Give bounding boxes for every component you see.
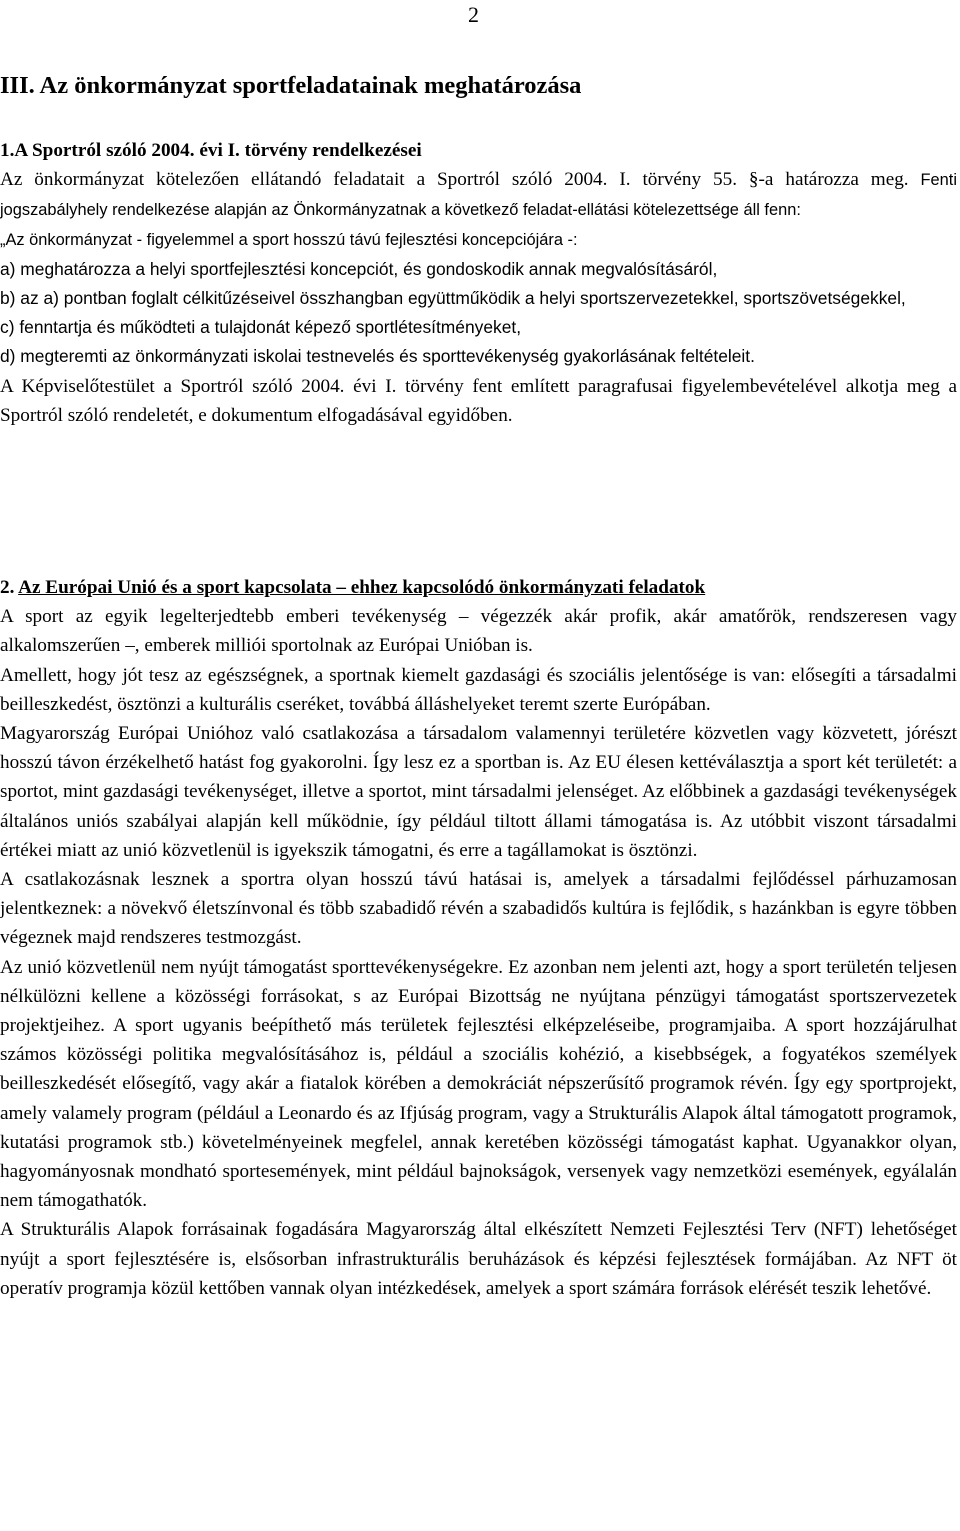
section-1	[0, 136, 957, 430]
page-number: 2	[468, 2, 479, 27]
section-2-title: Az Európai Unió és a sport kapcsolata – ehhez kapcsolódó önkormányzati feladatok	[18, 577, 706, 598]
section-2	[0, 573, 957, 1303]
chapter-title: III. Az önkormányzat sportfeladatainak meghatározása	[0, 72, 582, 99]
section-1-heading: 1.A Sportról szóló 2004. évi I. törvény rendelkezései	[0, 140, 422, 161]
paragraph: Az unió közvetlenül nem nyújt támogatást sporttevékenységekre. Ez azonban nem jelenti azt, hogy a sport területén teljesen nélkülözni kellene a közösségi forrásokat, s az Európai Bizottság ne nyújtana pénzügyi támogatást sportszervezetek projektjeihez. A sport ugyanis beépíthető más területek fejlesztési elképzeléseibe, programjaiba. A sport hozzájárulhat számos közösségi politika megvalósításához is, például a szociális kohézió, a kisebbségek, a fogyatékos személyek beilleszkedését elősegítő, vagy akár a fiatalok körében a demokráciát népszerűsítő programok révén. Így egy sportprojekt, amely valamely program (például a Leonardo és az Ifjúság program, vagy a Strukturális Alapok által támogatott programok, kutatási programok stb.) követelményeinek megfelel, annak keretében közösségi támogatást kaphat. Ugyanakkor olyan, hagyományosnak mondható sportesemények, mint például bajnokságok, versenyek vagy nemzetközi események, egyálalán nem támogathatók.	[0, 956, 957, 1212]
section-1-intro	[0, 165, 957, 225]
intro-text-a: Az önkormányzat kötelezően ellátandó feladatait a Sportról szóló 2004. I. törvény 55. §-a határozza meg.	[0, 169, 909, 191]
law-quote: „Az önkormányzat - figyelemmel a sport hosszú távú fejlesztési koncepciójára -:	[0, 230, 578, 249]
paragraph: A Strukturális Alapok forrásainak fogadására Magyarország által elkészített Nemzeti Fejlesztési Terv (NFT) lehetőséget nyújt a sport fejlesztésére is, elsősorban infrastrukturális beruházások és képzési fejlesztések formájában. Az NFT öt operatív programja közül kettőben vannak olyan intézkedések, amelyek a sport számára források elérését teszik lehetővé.	[0, 1219, 957, 1299]
list-item-d: d) megteremti az önkormányzati iskolai testnevelés és sporttevékenység gyakorlásának feltételeit.	[0, 346, 755, 367]
list-item-b: b) az a) pontban foglalt célkitűzéseivel összhangban együttműködik a helyi sportszervezetekkel, sportszövetségekkel,	[0, 288, 906, 309]
list-item-c: c) fenntartja és működteti a tulajdonát képező sportlétesítményeket,	[0, 317, 522, 338]
paragraph: A sport az egyik legelterjedtebb emberi tevékenység – végezzék akár profik, akár amatőrök, rendszeresen vagy alkalomszerűen –, emberek milliói sportolnak az Európai Unióban is.	[0, 606, 957, 657]
section-1-closing: A Képviselőtestület a Sportról szóló 2004. évi I. törvény fent említett paragrafusai figyelembevételével alkotja meg a Sportról szóló rendeletét, e dokumentum elfogadásával egyidőben.	[0, 375, 957, 426]
intro-text-b: Fenti jogszabályhely rendelkezése alapján az Önkormányzatnak a következő feladat-ellátási kötelezettsége áll fenn:	[0, 171, 957, 220]
paragraph: A csatlakozásnak lesznek a sportra olyan hosszú távú hatásai is, amelyek a társadalmi fejlődéssel párhuzamosan jelentkeznek: a növekvő életszínvonal és több szabadidő révén a szabadidős kultúra is fejlődik, s hazánkban is egyre többen végeznek majd rendszeres testmozgást.	[0, 869, 957, 949]
section-2-number: 2.	[0, 577, 15, 598]
section-2-heading	[0, 573, 957, 602]
paragraph: Magyarország Európai Unióhoz való csatlakozása a társadalom valamennyi területére közvetlen vagy közvetett, jórészt hosszú távon érzékelhető hatást fog gyakorolni. Így lesz ez a sportban is. Az EU élesen kettéválasztja a sport két területét: a sportot, mint gazdasági tevékenységet, illetve a sportot, mint társadalmi jelenséget. Az előbbinek a gazdasági tevékenységek általános uniós szabályai alapján kell működnie, így például tiltott állami támogatása is. Az utóbbit viszont társadalmi értékei miatt az unió közvetlenül is igyekszik támogatni, és erre a tagállamokat is ösztönzi.	[0, 723, 957, 861]
list-item-a: a) meghatározza a helyi sportfejlesztési koncepciót, és gondoskodik annak megvalósításáról,	[0, 258, 718, 279]
paragraph: Amellett, hogy jót tesz az egészségnek, a sportnak kiemelt gazdasági és szociális jelentősége is van: elősegíti a társadalmi beilleszkedést, ösztönzi a kulturális cseréket, továbbá álláshelyeket teremt szerte Európában.	[0, 664, 957, 715]
